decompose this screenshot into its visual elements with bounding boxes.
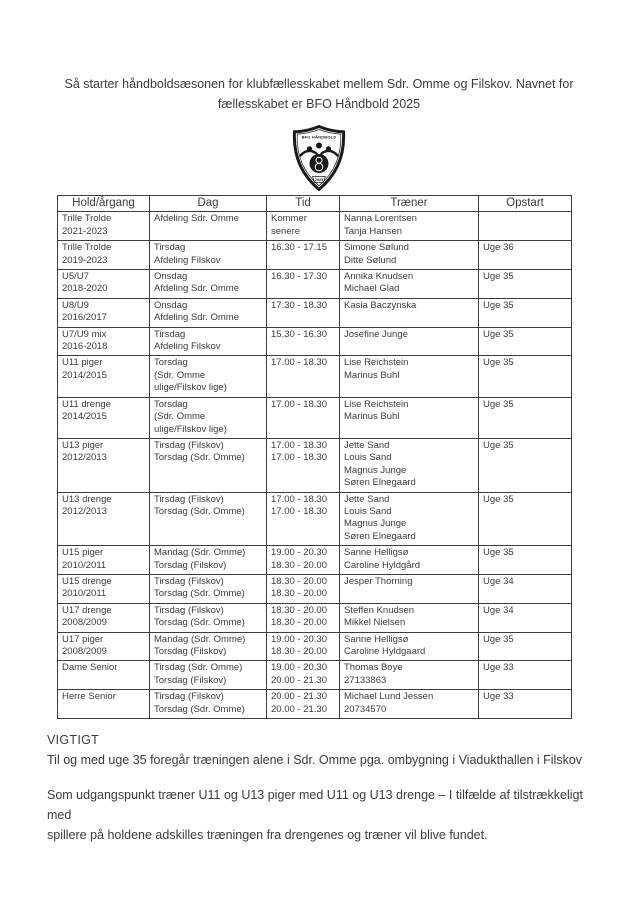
intro-line-1: Så starter håndboldsæsonen for klubfællesskabet mellem Sdr. Omme og Filskov. Navnet for [64, 77, 574, 91]
table-cell: Herre Senior [58, 690, 150, 719]
table-cell: Tirsdag (Filskov) Torsdag (Sdr. Omme) [150, 603, 267, 632]
table-cell: Trille Trolde 2021-2023 [58, 212, 150, 241]
table-cell: Mandag (Sdr. Omme) Torsdag (Filskov) [150, 546, 267, 575]
table-cell: Uge 35 [479, 327, 572, 356]
table-cell: 15.30 - 16.30 [267, 327, 340, 356]
table-row [58, 546, 572, 575]
table-cell: U13 piger 2012/2013 [58, 438, 150, 492]
figure-head-center [316, 143, 322, 149]
table-cell: Tirsdag Afdeling Filskov [150, 241, 267, 270]
schedule-table [57, 195, 572, 719]
table-cell: Uge 34 [479, 603, 572, 632]
table-cell: U17 piger 2008/2009 [58, 632, 150, 661]
table-cell: U5/U7 2018-2020 [58, 270, 150, 299]
intro-paragraph [0, 74, 638, 114]
table-cell: Jette Sand Louis Sand Magnus Junge Søren Elnegaard [340, 492, 479, 546]
table-cell: Uge 35 [479, 546, 572, 575]
table-cell: Uge 35 [479, 356, 572, 397]
table-row [58, 327, 572, 356]
table-cell: U11 drenge 2014/2015 [58, 397, 150, 438]
table-cell: 17.00 - 18.30 17.00 - 18.30 [267, 438, 340, 492]
table-cell: Sanne Helligsø Caroline Hyldgaard [340, 632, 479, 661]
table-row [58, 690, 572, 719]
table-cell: Onsdag Afdeling Sdr. Omme [150, 298, 267, 327]
table-cell: Onsdag Afdeling Sdr. Omme [150, 270, 267, 299]
table-cell: Uge 36 [479, 241, 572, 270]
table-cell: Tirsdag (Filskov) Torsdag (Sdr. Omme) [150, 690, 267, 719]
table-cell: Uge 33 [479, 661, 572, 690]
table-row [58, 438, 572, 492]
table-row [58, 356, 572, 397]
table-cell: Uge 35 [479, 632, 572, 661]
table-cell: Uge 35 [479, 492, 572, 546]
table-cell: 19.00 - 20.30 20.00 - 21.30 [267, 661, 340, 690]
table-header-row [58, 196, 572, 212]
table-cell: Lise Reichstein Marinus Buhl [340, 356, 479, 397]
table-cell: Josefine Junge [340, 327, 479, 356]
column-header: Træner [340, 196, 479, 212]
table-row [58, 661, 572, 690]
table-cell: Tirsdag Afdeling Filskov [150, 327, 267, 356]
table-cell: Torsdag (Sdr. Omme ulige/Filskov lige) [150, 397, 267, 438]
table-row [58, 632, 572, 661]
table-cell [479, 212, 572, 241]
crest-club-name: BFO HÅNDBOLD [301, 134, 337, 140]
table-cell: U11 piger 2014/2015 [58, 356, 150, 397]
note-renovation: Til og med uge 35 foregår træningen alene i Sdr. Omme pga. ombygning i Viadukthallen i Filskov [47, 753, 583, 767]
column-header: Tid [267, 196, 340, 212]
table-cell: U7/U9 mix 2016-2018 [58, 327, 150, 356]
important-heading: VIGTIGT [47, 733, 100, 747]
table-cell: Sanne Helligsø Caroline Hyldgård [340, 546, 479, 575]
table-cell: Kommer senere [267, 212, 340, 241]
table-row [58, 212, 572, 241]
table-cell: 17.30 - 18.30 [267, 298, 340, 327]
table-cell: U15 drenge 2010/2011 [58, 574, 150, 603]
table-cell: U17 drenge 2008/2009 [58, 603, 150, 632]
table-row [58, 574, 572, 603]
table-cell: 19.00 - 20.30 18.30 - 20.00 [267, 546, 340, 575]
table-cell: Thomas Boye 27133863 [340, 661, 479, 690]
club-crest [289, 125, 349, 191]
table-row [58, 298, 572, 327]
table-row [58, 270, 572, 299]
table-cell: 19.00 - 20.30 18.30 - 20.00 [267, 632, 340, 661]
table-cell: Trille Trolde 2019-2023 [58, 241, 150, 270]
table-cell: U15 piger 2010/2011 [58, 546, 150, 575]
table-cell: 16.30 - 17.30 [267, 270, 340, 299]
table-row [58, 397, 572, 438]
note-joint-training-line-1: Som udgangspunkt træner U11 og U13 piger med U11 og U13 drenge – I tilfælde af tilstrækkeligt med [47, 788, 583, 822]
table-cell: Uge 35 [479, 270, 572, 299]
table-row [58, 492, 572, 546]
table-cell: Tirsdag (Filskov) Torsdag (Sdr. Omme) [150, 574, 267, 603]
table-cell: U8/U9 2016/2017 [58, 298, 150, 327]
table-cell: Michael Lund Jessen 20734570 [340, 690, 479, 719]
table-cell: Tirsdag (Filskov) Torsdag (Sdr. Omme) [150, 492, 267, 546]
table-cell: 17.00 - 18.30 [267, 397, 340, 438]
column-header: Dag [150, 196, 267, 212]
table-cell: Mandag (Sdr. Omme) Torsdag (Filskov) [150, 632, 267, 661]
table-cell: Annika Knudsen Michael Glad [340, 270, 479, 299]
table-cell: Uge 35 [479, 298, 572, 327]
table-cell: Tirsdag (Filskov) Torsdag (Sdr. Omme) [150, 438, 267, 492]
table-cell: Uge 35 [479, 438, 572, 492]
crest-year: 2025 [314, 178, 324, 183]
table-cell: Jette Sand Louis Sand Magnus Junge Søren Elnegaard [340, 438, 479, 492]
column-header: Hold/årgang [58, 196, 150, 212]
table-cell: U13 drenge 2012/2013 [58, 492, 150, 546]
table-cell: Lise Reichstein Marinus Buhl [340, 397, 479, 438]
note-joint-training-line-2: spillere på holdene adskilles træningen fra drengenes og træner vil blive fundet. [47, 828, 488, 842]
table-cell: 17.00 - 18.30 17.00 - 18.30 [267, 492, 340, 546]
column-header: Opstart [479, 196, 572, 212]
table-cell: 17.00 - 18.30 [267, 356, 340, 397]
table-cell: 20.00 - 21.30 20.00 - 21.30 [267, 690, 340, 719]
table-cell: Uge 35 [479, 397, 572, 438]
table-cell: Tirsdag (Sdr. Omme) Torsdag (Filskov) [150, 661, 267, 690]
table-cell: Afdeling Sdr. Omme [150, 212, 267, 241]
intro-line-2: fællesskabet er BFO Håndbold 2025 [217, 97, 421, 111]
table-cell: Dame Senior [58, 661, 150, 690]
table-cell: 18.30 - 20.00 18.30 - 20.00 [267, 603, 340, 632]
table-row [58, 241, 572, 270]
table-cell: Kasia Baczynska [340, 298, 479, 327]
table-cell: Uge 33 [479, 690, 572, 719]
table-cell: Simone Sølund Ditte Sølund [340, 241, 479, 270]
table-cell: Torsdag (Sdr. Omme ulige/Filskov lige) [150, 356, 267, 397]
table-cell: Jesper Thorning [340, 574, 479, 603]
table-cell: 18.30 - 20.00 18.30 - 20.00 [267, 574, 340, 603]
table-cell: 16.30 - 17.15 [267, 241, 340, 270]
table-row [58, 603, 572, 632]
note-joint-training [47, 785, 592, 845]
table-cell: Nanna Lorentsen Tanja Hansen [340, 212, 479, 241]
table-body [58, 212, 572, 719]
club-crest-graphic [289, 125, 349, 191]
table-cell: Uge 34 [479, 574, 572, 603]
table-cell: Steffen Knudsen Mikkel Nielsen [340, 603, 479, 632]
